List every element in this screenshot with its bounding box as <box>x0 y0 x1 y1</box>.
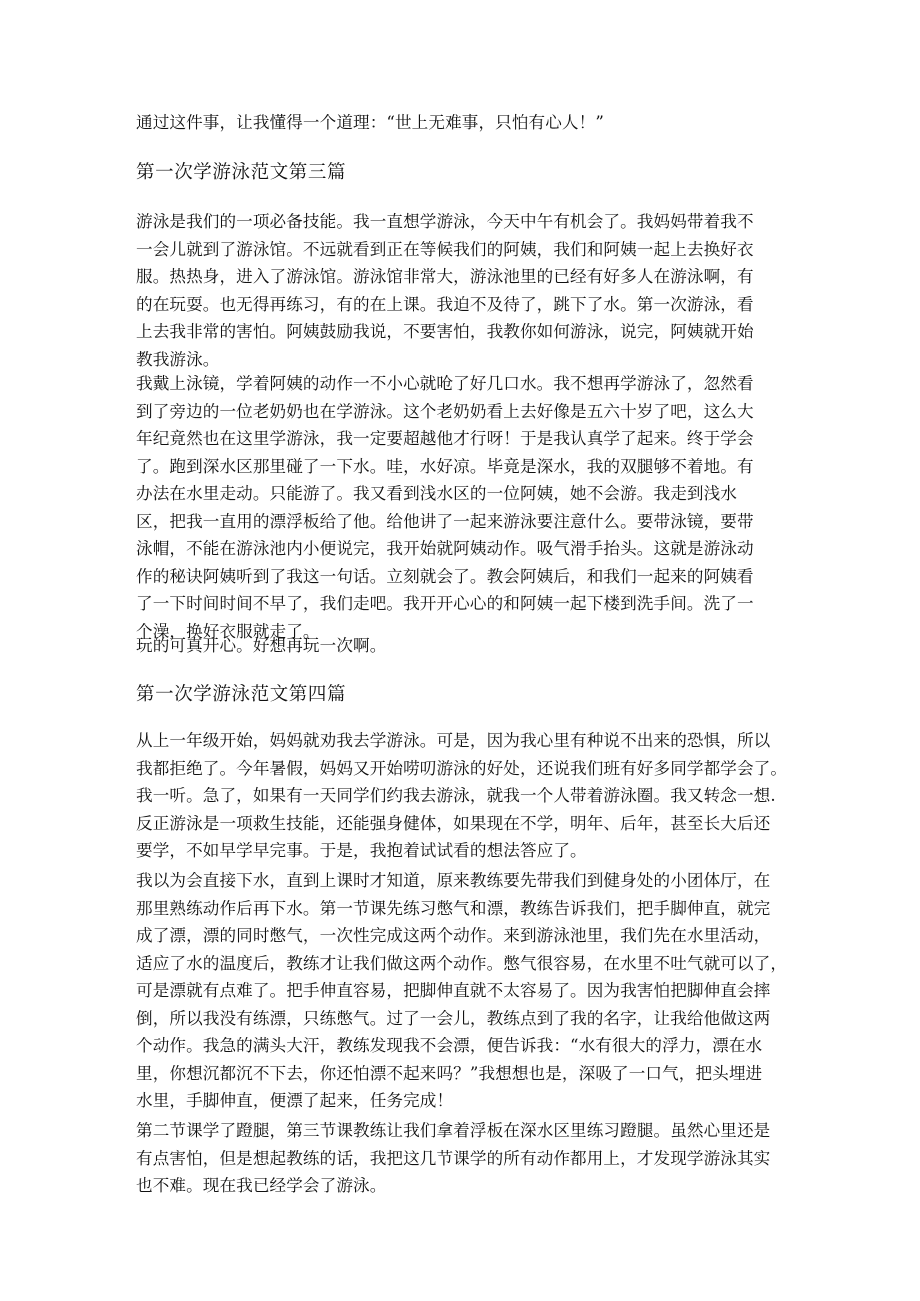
text-line: 了一下时间时间不早了，我们走吧。我开开心心的和阿姨一起下楼到洗手间。洗了一 <box>136 594 754 613</box>
text-line: 我戴上泳镜，学着阿姨的动作一不小心就呛了好几口水。我不想再学游泳了，忽然看 <box>136 374 754 393</box>
text-line: 要学，不如早学早完事。于是，我抱着试试看的想法答应了。 <box>136 841 587 860</box>
text-line: 个澡，换好衣服就走了。 <box>136 621 320 641</box>
intro-paragraph <box>136 109 796 137</box>
text-line: 上去我非常的害怕。阿姨鼓励我说，不要害怕，我教你如何游泳，说完，阿姨就开始 <box>136 322 754 341</box>
text-line: 一会儿就到了游泳馆。不远就看到正在等候我们的阿姨，我们和阿姨一起上去换好衣 <box>136 239 754 259</box>
section-4-paragraph-1 <box>136 727 796 865</box>
text-line: 游泳是我们的一项必备技能。我一直想学游泳，今天中午有机会了。我妈妈带着我不 <box>136 212 754 231</box>
text-line: 了。跑到深水区那里碰了一下水。哇，水好凉。毕竟是深水，我的双腿够不着地。有 <box>136 456 754 476</box>
section-4-paragraph-2 <box>136 867 796 1115</box>
text-line: 我以为会直接下水，直到上课时才知道，原来教练要先带我们到健身处的小团体厅，在 <box>136 871 771 890</box>
text-line: 也不难。现在我已经学会了游泳。 <box>136 1176 387 1195</box>
text-line: 我都拒绝了。今年暑假，妈妈又开始唠叨游泳的好处，还说我们班有好多同学都学会了。 <box>136 758 788 778</box>
text-line: 第二节课学了蹬腿，第三节课教练让我们拿着浮板在深水区里练习蹬腿。虽然心里还是 <box>136 1121 771 1140</box>
section-3-heading: 第一次学游泳范文第三篇 <box>136 162 347 183</box>
text-line: 通过这件事，让我懂得一个道理：“世上无难事，只怕有心人！” <box>136 113 604 132</box>
section-4-heading: 第一次学游泳范文第四篇 <box>136 684 347 705</box>
text-line: 泳帽，不能在游泳池内小便说完，我开始就阿姨动作。吸气滑手抬头。这就是游泳动 <box>136 539 754 558</box>
text-line: 里，你想沉都沉不下去，你还怕漂不起来吗？”我想想也是，深吸了一口气，把头埋进 <box>136 1063 763 1083</box>
text-line: 的在玩耍。也无得再练习，有的在上课。我迫不及待了，跳下了水。第一次游泳，看 <box>136 294 754 314</box>
section-3-paragraph-3 <box>136 632 796 660</box>
text-line: 作的秘诀阿姨听到了我这一句话。立刻就会了。教会阿姨后，和我们一起来的阿姨看 <box>136 566 754 586</box>
text-line: 倒，所以我没有练漂，只练憋气。过了一会儿，教练点到了我的名字，让我给他做这两 <box>136 1008 771 1028</box>
text-line: 水里，手脚伸直，便漂了起来，任务完成！ <box>136 1091 454 1110</box>
text-line: 从上一年级开始，妈妈就劝我去学游泳。可是，因为我心里有种说不出来的恐惧，所以 <box>136 731 771 750</box>
text-line: 成了漂，漂的同时憋气，一次性完成这两个动作。来到游泳池里，我们先在水里活动， <box>136 926 771 945</box>
text-line: 适应了水的温度后，教练才让我们做这两个动作。憋气很容易，在水里不吐气就可以了， <box>136 953 788 973</box>
text-line: 玩的可真开心。好想再玩一次啊。 <box>136 636 387 655</box>
text-line: 可是漂就有点难了。把手伸直容易，把脚伸直就不太容易了。因为我害怕把脚伸直会摔 <box>136 981 771 1000</box>
section-4-paragraph-3 <box>136 1117 796 1200</box>
text-line: 我一听。急了，如果有一天同学们约我去游泳，就我一个人带着游泳圈。我又转念一想. <box>136 786 776 805</box>
text-line: 有点害怕，但是想起教练的话，我把这几节课学的所有动作都用上，才发现学游泳其实 <box>136 1148 771 1168</box>
text-line: 反正游泳是一项救生技能，还能强身健体，如果现在不学，明年、后年，甚至长大后还 <box>136 813 771 833</box>
text-line: 个动作。我急的满头大汗，教练发现我不会漂，便告诉我：“水有很大的浮力，漂在水 <box>136 1036 763 1055</box>
section-3-paragraph-2 <box>136 370 796 645</box>
text-line: 那里熟练动作后再下水。第一节课先练习憋气和漂，教练告诉我们，把手脚伸直，就完 <box>136 898 771 918</box>
text-line: 服。热热身，进入了游泳馆。游泳馆非常大，游泳池里的已经有好多人在游泳啊，有 <box>136 267 754 286</box>
section-3-paragraph-1 <box>136 208 796 373</box>
text-line: 办法在水里走动。只能游了。我又看到浅水区的一位阿姨，她不会游。我走到浅水 <box>136 484 737 503</box>
text-line: 区，把我一直用的漂浮板给了他。给他讲了一起来游泳要注意什么。要带泳镜，要带 <box>136 511 754 531</box>
text-line: 到了旁边的一位老奶奶也在学游泳。这个老奶奶看上去好像是五六十岁了吧，这么大 <box>136 401 754 421</box>
text-line: 教我游泳。 <box>136 349 220 369</box>
text-line: 年纪竟然也在这里学游泳，我一定要超越他才行呀！于是我认真学了起来。终于学会 <box>136 429 754 448</box>
